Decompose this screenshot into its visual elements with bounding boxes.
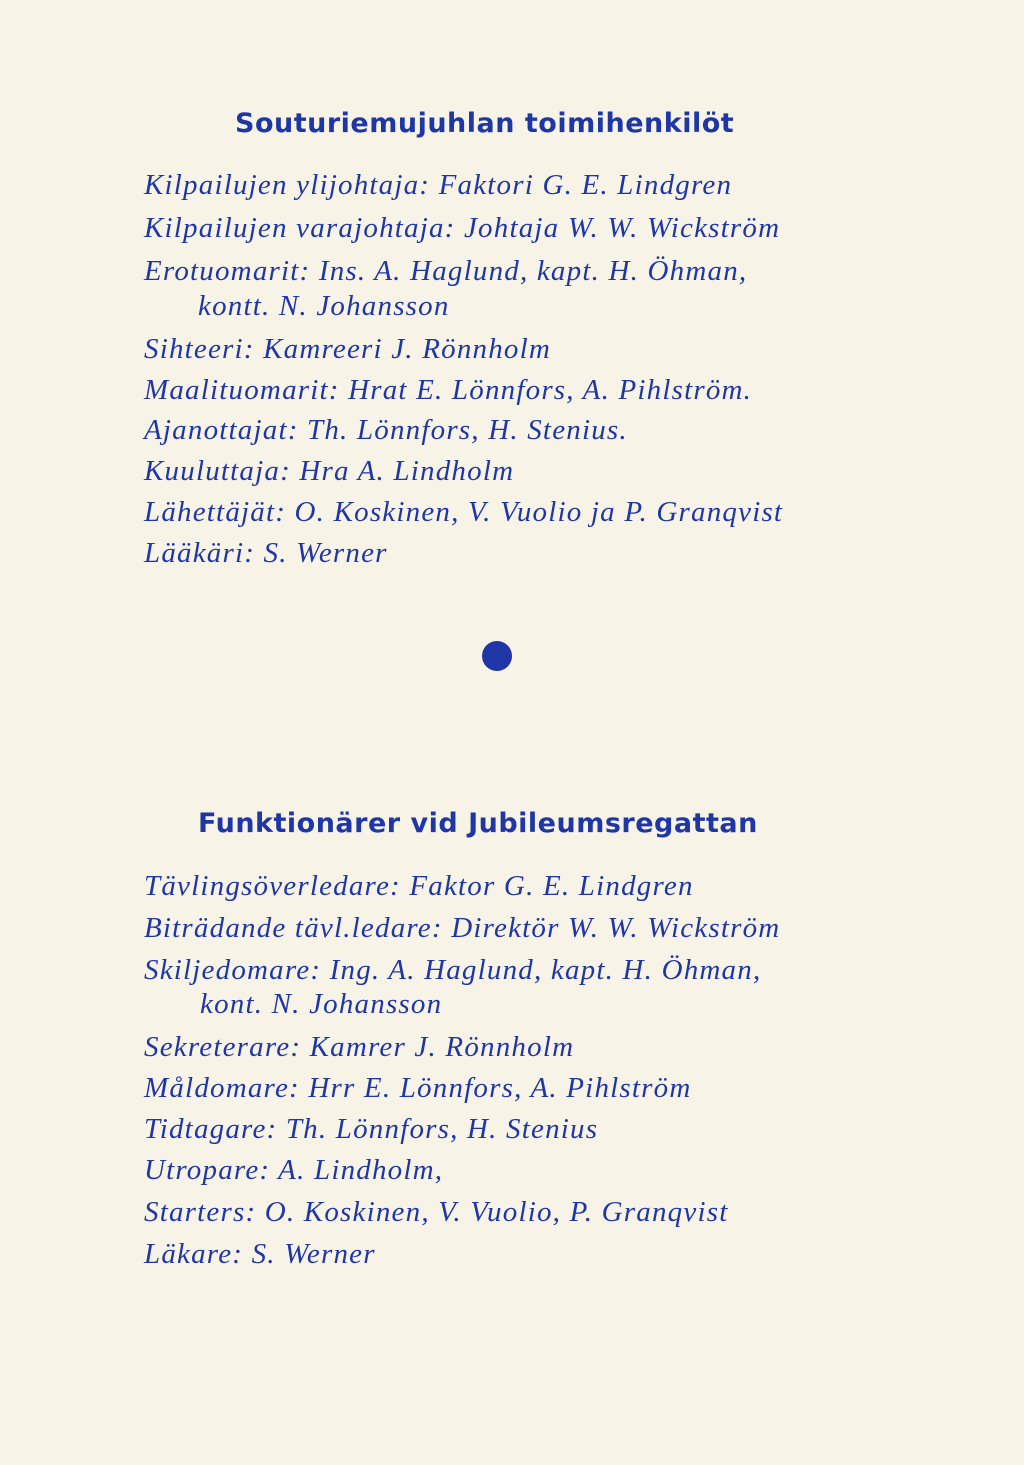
sv-line-secretary: Sekreterare: Kamrer J. Rönnholm <box>144 1031 575 1063</box>
fi-line-chief: Kilpailujen ylijohtaja: Faktori G. E. Lindgren <box>144 169 733 201</box>
sv-line-announcer: Utropare: A. Lindholm, <box>144 1154 444 1186</box>
swedish-section-title: Funktionärer vid Jubileumsregattan <box>198 808 758 839</box>
sv-line-referees-cont: kont. N. Johansson <box>200 988 443 1020</box>
sv-line-deputy: Biträdande tävl.ledare: Direktör W. W. Wickström <box>144 912 781 944</box>
fi-line-deputy: Kilpailujen varajohtaja: Johtaja W. W. Wickström <box>144 212 781 244</box>
sv-line-finish-judges: Måldomare: Hrr E. Lönnfors, A. Pihlström <box>144 1072 692 1104</box>
sv-line-timekeepers: Tidtagare: Th. Lönnfors, H. Stenius <box>144 1113 599 1145</box>
sv-line-starters: Starters: O. Koskinen, V. Vuolio, P. Granqvist <box>144 1196 729 1228</box>
fi-line-referees-cont: kontt. N. Johansson <box>198 290 450 322</box>
finnish-section-title: Souturiemujuhlan toimihenkilöt <box>235 108 735 139</box>
sv-line-chief: Tävlingsöverledare: Faktor G. E. Lindgren <box>144 870 694 902</box>
fi-line-referees: Erotuomarit: Ins. A. Haglund, kapt. H. Öhman, <box>144 255 748 287</box>
fi-line-starters: Lähettäjät: O. Koskinen, V. Vuolio ja P. Granqvist <box>144 496 784 528</box>
sv-line-referees: Skiljedomare: Ing. A. Haglund, kapt. H. Öhman, <box>144 954 762 986</box>
sv-line-doctor: Läkare: S. Werner <box>144 1238 376 1270</box>
fi-line-timekeepers: Ajanottajat: Th. Lönnfors, H. Stenius. <box>144 414 628 446</box>
fi-line-finish-judges: Maalituomarit: Hrat E. Lönnfors, A. Pihlström. <box>144 374 753 406</box>
fi-line-secretary: Sihteeri: Kamreeri J. Rönnholm <box>144 333 552 365</box>
fi-line-doctor: Lääkäri: S. Werner <box>144 537 388 569</box>
fi-line-announcer: Kuuluttaja: Hra A. Lindholm <box>144 455 515 487</box>
divider-dot <box>482 641 512 671</box>
